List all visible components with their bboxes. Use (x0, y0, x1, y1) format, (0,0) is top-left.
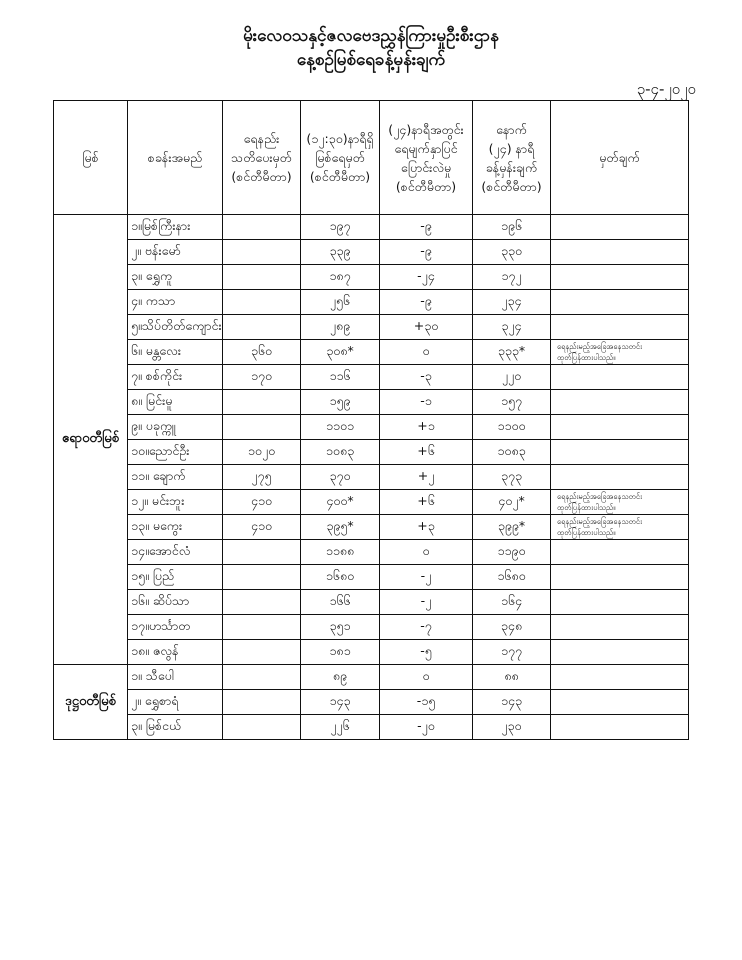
station-name: ၁၂။ မင်းဘူး (128, 490, 223, 515)
table-row (54, 490, 689, 515)
level-change-value: -၁ (380, 390, 473, 415)
station-name: ၃။ မြစ်ငယ် (128, 715, 223, 740)
level-change-value: +၆ (380, 490, 473, 515)
current-level-value: ၂၈၉ (301, 315, 380, 340)
forecast-value: ၁၄၃ (473, 690, 551, 715)
remark-text (551, 315, 689, 340)
col-header-station: စခန်းအမည် (128, 101, 223, 215)
forecast-value: ၃၃၀ (473, 240, 551, 265)
current-level-value: ၁၆၆ (301, 590, 380, 615)
level-change-value: +၂ (380, 465, 473, 490)
warning-level-value: ၂၇၅ (223, 465, 301, 490)
table-row (54, 565, 689, 590)
remark-text (551, 665, 689, 690)
station-name: ၁၃။ မကွေး (128, 515, 223, 540)
level-change-value: +၃ (380, 515, 473, 540)
station-name: ၂။ ဗန်းမော် (128, 240, 223, 265)
remark-text (551, 265, 689, 290)
remark-text (551, 615, 689, 640)
station-name: ၁။ သီပေါ (128, 665, 223, 690)
warning-level-value (223, 715, 301, 740)
station-name: ၁၅။ ပြည် (128, 565, 223, 590)
warning-level-value (223, 240, 301, 265)
forecast-value: ၃၄၈ (473, 615, 551, 640)
level-change-value: -၉ (380, 240, 473, 265)
level-change-value: -၅ (380, 640, 473, 665)
remark-text: ရေနည်းမည့်အခြေအနေသတင်း ထုတ်ပြန်ထားပါသည်။ (551, 515, 689, 540)
current-level-value: ၁၈၇ (301, 265, 380, 290)
forecast-value: ၁၉၆ (473, 215, 551, 240)
table-row (54, 715, 689, 740)
level-change-value: -၉ (380, 290, 473, 315)
station-name: ၂။ ရွှေစာရံ (128, 690, 223, 715)
level-change-value: -၇ (380, 615, 473, 640)
station-name: ၁၄။အောင်လံ (128, 540, 223, 565)
forecast-value: ၈၈ (473, 665, 551, 690)
warning-level-value (223, 415, 301, 440)
table-row (54, 440, 689, 465)
warning-level-value (223, 590, 301, 615)
col-header-river: မြစ် (54, 101, 128, 215)
forecast-value: ၁၅၇ (473, 390, 551, 415)
level-change-value: -၃ (380, 365, 473, 390)
document-subtitle: နေ့စဉ်မြစ်ရေခန့်မှန်းချက် (296, 50, 446, 70)
table-row (54, 415, 689, 440)
level-change-value: +၃၀ (380, 315, 473, 340)
document-date: ၃-၄-၂၀၂၀ (636, 80, 696, 98)
current-level-value: ၁၁၆ (301, 365, 380, 390)
forecast-value: ၁၇၂ (473, 265, 551, 290)
station-name: ၁၁။ ချောက် (128, 465, 223, 490)
warning-level-value: ၁၀၂၀ (223, 440, 301, 465)
current-level-value: ၃၇၀ (301, 465, 380, 490)
level-change-value: -၉ (380, 215, 473, 240)
remark-text (551, 590, 689, 615)
station-name: ၃။ ရွှေကူ (128, 265, 223, 290)
station-name: ၁၈။ ဇလွန် (128, 640, 223, 665)
forecast-value: ၃၇၃ (473, 465, 551, 490)
table-row (54, 265, 689, 290)
col-header-current-level: (၁၂:၃၀)နာရီရှိ မြစ်ရေမှတ် (စင်တီမီတာ) (301, 101, 380, 215)
table-row (54, 365, 689, 390)
warning-level-value: ၄၁၀ (223, 515, 301, 540)
remark-text (551, 215, 689, 240)
table-row (54, 215, 689, 240)
remark-text (551, 240, 689, 265)
warning-level-value (223, 665, 301, 690)
level-change-value: +၆ (380, 440, 473, 465)
warning-level-value (223, 215, 301, 240)
warning-level-value (223, 640, 301, 665)
col-header-forecast: နောက် (၂၄) နာရီ ခန့်မှန်းချက် (စင်တီမီတာ) (473, 101, 551, 215)
table-row (54, 640, 689, 665)
current-level-value: ၃၀၈* (301, 340, 380, 365)
table-row (54, 515, 689, 540)
remark-text (551, 365, 689, 390)
current-level-value: ၃၃၉ (301, 240, 380, 265)
remark-text: ရေနည်းမည့်အခြေအနေသတင်း ထုတ်ပြန်ထားပါသည်။ (551, 340, 689, 365)
table-row (54, 690, 689, 715)
station-name: ၁၇။ဟင်္သာတ (128, 615, 223, 640)
current-level-value: ၁၁၈၈ (301, 540, 380, 565)
forecast-value: ၁၆၄ (473, 590, 551, 615)
warning-level-value (223, 290, 301, 315)
table-header-row (54, 101, 689, 215)
station-name: ၁၆။ ဆိပ်သာ (128, 590, 223, 615)
table-row (54, 340, 689, 365)
forecast-value: ၂၂၀ (473, 365, 551, 390)
current-level-value: ၁၁၀၁ (301, 415, 380, 440)
warning-level-value (223, 615, 301, 640)
table-row (54, 465, 689, 490)
remark-text (551, 465, 689, 490)
station-name: ၉။ ပခုက္ကူ (128, 415, 223, 440)
current-level-value: ၁၈၁ (301, 640, 380, 665)
remark-text (551, 640, 689, 665)
warning-level-value (223, 315, 301, 340)
remark-text (551, 565, 689, 590)
table-row (54, 240, 689, 265)
remark-text (551, 540, 689, 565)
warning-level-value (223, 690, 301, 715)
forecast-value: ၁၁၉၀ (473, 540, 551, 565)
forecast-value: ၁၇၇ (473, 640, 551, 665)
current-level-value: ၈၉ (301, 665, 380, 690)
level-change-value: ၀ (380, 540, 473, 565)
level-change-value: -၂၄ (380, 265, 473, 290)
forecast-value: ၁၁၀၀ (473, 415, 551, 440)
current-level-value: ၂၂၆ (301, 715, 380, 740)
table-row (54, 290, 689, 315)
level-change-value: -၂၀ (380, 715, 473, 740)
current-level-value: ၁၆၈၀ (301, 565, 380, 590)
current-level-value: ၄၀၀* (301, 490, 380, 515)
forecast-value: ၁၀၈၃ (473, 440, 551, 465)
current-level-value: ၁၅၉ (301, 390, 380, 415)
level-change-value: -၂ (380, 590, 473, 615)
level-change-value: ၀ (380, 665, 473, 690)
current-level-value: ၃၅၁ (301, 615, 380, 640)
station-name: ၅။သိပ်တိတ်ကျောင်း (128, 315, 223, 340)
forecast-value: ၄၀၂* (473, 490, 551, 515)
station-name: ၆။ မန္တလေး (128, 340, 223, 365)
table-row (54, 315, 689, 340)
forecast-value: ၃၉၉* (473, 515, 551, 540)
table-row (54, 540, 689, 565)
station-name: ၇။ စစ်ကိုင်း (128, 365, 223, 390)
forecast-value: ၃၃၃* (473, 340, 551, 365)
warning-level-value (223, 390, 301, 415)
current-level-value: ၁၄၃ (301, 690, 380, 715)
col-header-remark: မှတ်ချက် (551, 101, 689, 215)
table-row (54, 390, 689, 415)
col-header-24h-change: (၂၄)နာရီအတွင်း ရေမျက်နှာပြင် ပြောင်းလဲမှု (စင်တီမီတာ) (380, 101, 473, 215)
station-name: ၈။ မြင်းမူ (128, 390, 223, 415)
remark-text (551, 390, 689, 415)
current-level-value: ၂၅၆ (301, 290, 380, 315)
forecast-value: ၂၃၄ (473, 290, 551, 315)
river-name: ဧရာဝတီမြစ် (54, 215, 128, 665)
station-name: ၄။ ကသာ (128, 290, 223, 315)
level-change-value: ၀ (380, 340, 473, 365)
remark-text (551, 715, 689, 740)
warning-level-value: ၁၇၀ (223, 365, 301, 390)
level-change-value: +၁ (380, 415, 473, 440)
current-level-value: ၁၀၈၃ (301, 440, 380, 465)
remark-text (551, 440, 689, 465)
station-name: ၁၀။ညောင်ဦး (128, 440, 223, 465)
table-row (54, 615, 689, 640)
remark-text (551, 690, 689, 715)
current-level-value: ၃၉၅* (301, 515, 380, 540)
col-header-warning-level: ရေနည်း သတိပေးမှတ် (စင်တီမီတာ) (223, 101, 301, 215)
remark-text: ရေနည်းမည့်အခြေအနေသတင်း ထုတ်ပြန်ထားပါသည်။ (551, 490, 689, 515)
forecast-value: ၃၂၄ (473, 315, 551, 340)
warning-level-value (223, 265, 301, 290)
warning-level-value: ၄၁၀ (223, 490, 301, 515)
remark-text (551, 290, 689, 315)
station-name: ၁။မြစ်ကြီးနား (128, 215, 223, 240)
forecast-value: ၁၆၈၀ (473, 565, 551, 590)
river-level-table (53, 100, 689, 740)
river-name: ဒုဋ္ဌဝတီမြစ် (54, 665, 128, 740)
warning-level-value: ၃၆၀ (223, 340, 301, 365)
warning-level-value (223, 540, 301, 565)
remark-text (551, 415, 689, 440)
table-row (54, 590, 689, 615)
current-level-value: ၁၉၇ (301, 215, 380, 240)
forecast-value: ၂၃၀ (473, 715, 551, 740)
document-title: မိုးလေဝသနှင့်ဇလဗေဒညွှန်ကြားမှုဦးစီးဌာန (243, 26, 499, 46)
table-row (54, 665, 689, 690)
level-change-value: -၂ (380, 565, 473, 590)
level-change-value: -၁၅ (380, 690, 473, 715)
warning-level-value (223, 565, 301, 590)
